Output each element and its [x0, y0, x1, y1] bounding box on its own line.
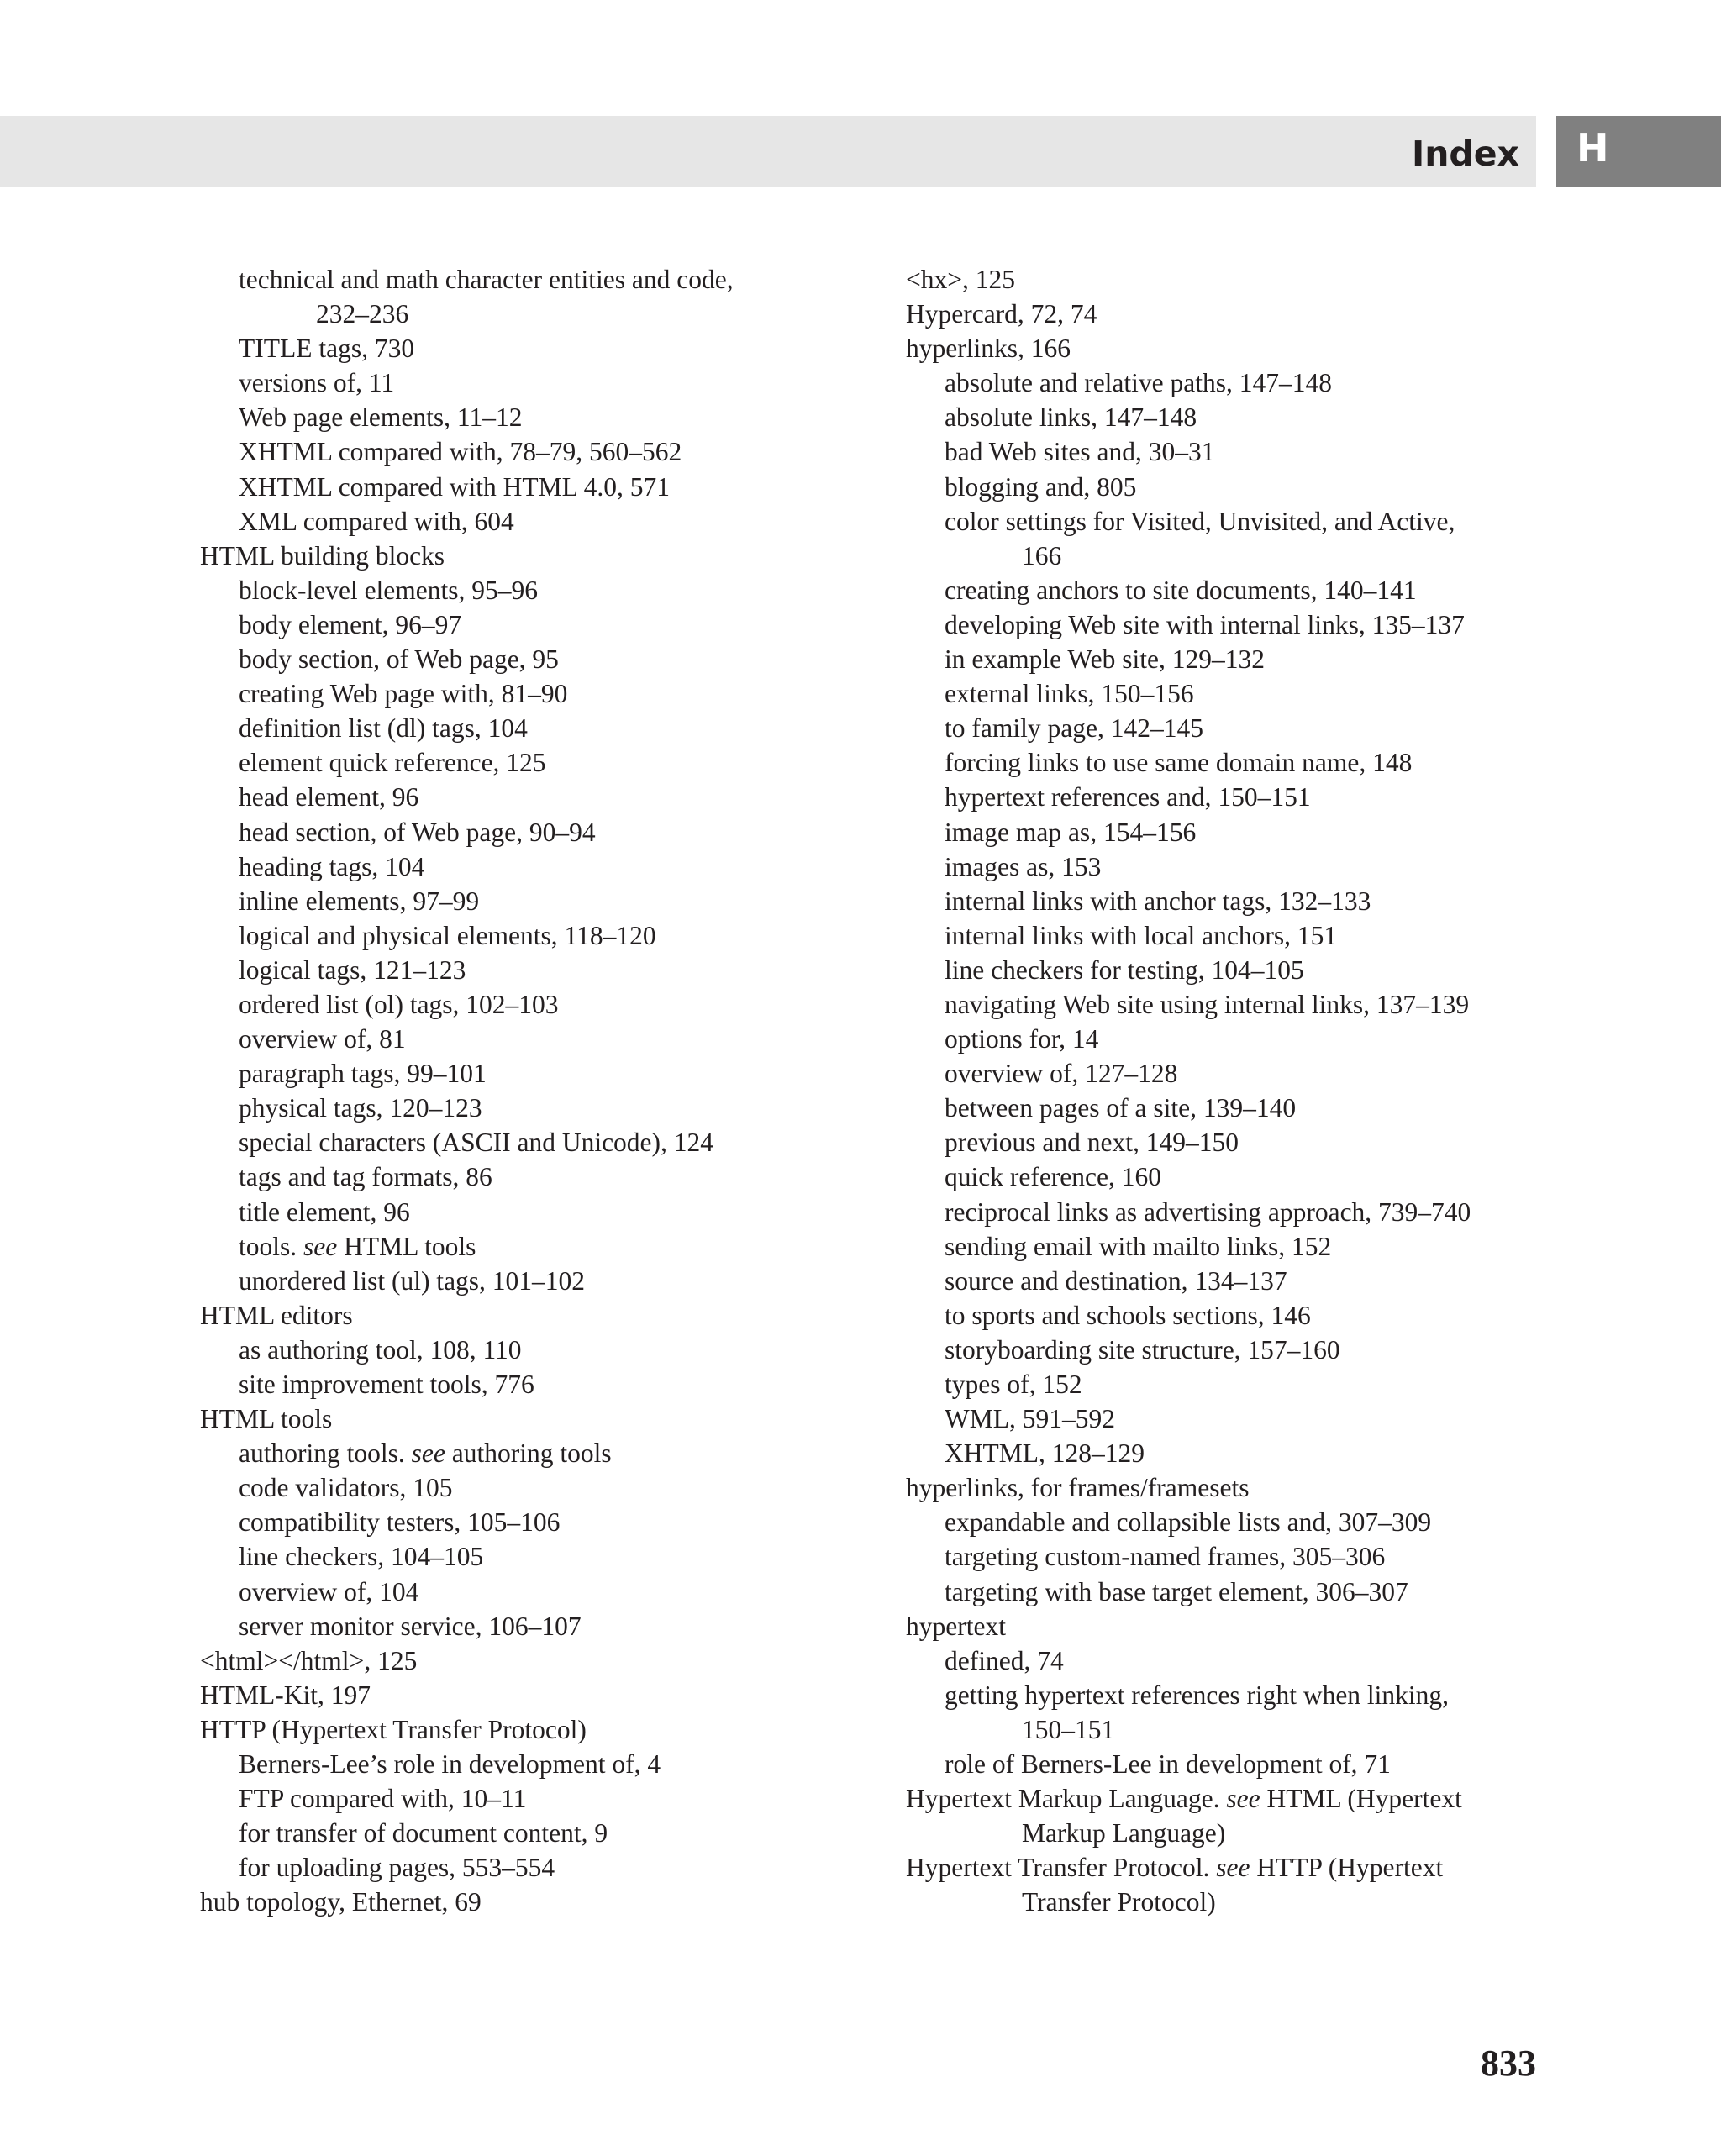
- index-entry: HTML-Kit, 197: [200, 1680, 371, 1710]
- entry-text: Hypertext Transfer Protocol.: [906, 1853, 1217, 1883]
- index-entry: getting hypertext references right when linking,: [945, 1680, 1450, 1710]
- index-entry: forcing links to use same domain name, 148: [945, 748, 1413, 778]
- index-entry: defined, 74: [945, 1645, 1064, 1675]
- index-entry: hypertext references and, 150–151: [945, 782, 1311, 812]
- index-entry: WML, 591–592: [945, 1404, 1115, 1434]
- index-entry: [200, 1436, 839, 1470]
- index-entry: Hypercard, 72, 74: [906, 299, 1097, 329]
- index-entry: between pages of a site, 139–140: [945, 1093, 1297, 1123]
- index-entry: overview of, 104: [239, 1576, 419, 1606]
- index-entry: inline elements, 97–99: [239, 886, 480, 916]
- index-entry: <html></html>, 125: [200, 1645, 418, 1675]
- index-entry: head section, of Web page, 90–94: [239, 817, 596, 847]
- index-entry: bad Web sites and, 30–31: [945, 437, 1215, 467]
- index-entry: line checkers, 104–105: [239, 1542, 484, 1572]
- index-entry: images as, 153: [945, 851, 1102, 881]
- index-entry: [906, 1781, 1545, 1816]
- index-entry: 232–236: [316, 299, 409, 329]
- entry-text: authoring tools: [445, 1438, 612, 1469]
- index-entry: source and destination, 134–137: [945, 1265, 1287, 1296]
- index-entry: role of Berners-Lee in development of, 71: [945, 1749, 1391, 1780]
- entry-text: HTML (Hypertext: [1260, 1784, 1462, 1814]
- index-entry: overview of, 81: [239, 1024, 406, 1054]
- index-entry: server monitor service, 106–107: [239, 1611, 582, 1641]
- index-entry: absolute and relative paths, 147–148: [945, 368, 1333, 398]
- index-entry: XML compared with, 604: [239, 506, 514, 536]
- index-entry: title element, 96: [239, 1196, 410, 1227]
- index-entry: [906, 1850, 1545, 1885]
- index-entry: physical tags, 120–123: [239, 1093, 482, 1123]
- index-entry: sending email with mailto links, 152: [945, 1231, 1332, 1261]
- entry-text: authoring tools.: [239, 1438, 412, 1469]
- index-entry: element quick reference, 125: [239, 748, 546, 778]
- index-entry: targeting custom-named frames, 305–306: [945, 1542, 1386, 1572]
- index-entry: Transfer Protocol): [1022, 1887, 1216, 1917]
- index-entry: color settings for Visited, Unvisited, and Active,: [945, 506, 1455, 536]
- see-reference: see: [303, 1231, 338, 1261]
- index-entry: line checkers for testing, 104–105: [945, 954, 1304, 985]
- index-entry: navigating Web site using internal links, 137–139: [945, 989, 1470, 1019]
- letter-tab-label: H: [1576, 125, 1609, 171]
- index-entry: external links, 150–156: [945, 679, 1194, 709]
- index-entry: ordered list (ol) tags, 102–103: [239, 989, 559, 1019]
- index-entry: for uploading pages, 553–554: [239, 1853, 555, 1883]
- index-entry: versions of, 11: [239, 368, 395, 398]
- page-number: 833: [1481, 2043, 1536, 2084]
- index-entry: hypertext: [906, 1611, 1006, 1641]
- index-entry: 166: [1022, 540, 1062, 571]
- index-entry: options for, 14: [945, 1024, 1099, 1054]
- index-entry: body element, 96–97: [239, 609, 462, 639]
- entry-text: tools.: [239, 1231, 304, 1261]
- index-entry: internal links with local anchors, 151: [945, 920, 1338, 950]
- index-entry: block-level elements, 95–96: [239, 575, 539, 605]
- index-entry: HTML editors: [200, 1300, 353, 1330]
- index-entry: image map as, 154–156: [945, 817, 1197, 847]
- index-entry: 150–151: [1022, 1714, 1115, 1744]
- header-band: [0, 116, 1536, 187]
- index-entry: for transfer of document content, 9: [239, 1818, 608, 1848]
- index-entry: quick reference, 160: [945, 1162, 1161, 1192]
- see-reference: see: [411, 1438, 445, 1469]
- index-entry: hyperlinks, 166: [906, 334, 1071, 364]
- index-entry: creating anchors to site documents, 140–141: [945, 575, 1417, 605]
- index-entry: creating Web page with, 81–90: [239, 679, 568, 709]
- index-entry: technical and math character entities and code,: [239, 265, 734, 294]
- index-entry: to sports and schools sections, 146: [945, 1300, 1311, 1330]
- index-entry: [200, 1229, 839, 1264]
- see-reference: see: [1226, 1784, 1260, 1814]
- index-entry: code validators, 105: [239, 1473, 453, 1503]
- index-entry: TITLE tags, 730: [239, 334, 415, 364]
- index-entry: in example Web site, 129–132: [945, 644, 1265, 675]
- index-entry: logical and physical elements, 118–120: [239, 920, 656, 950]
- index-entry: targeting with base target element, 306–307: [945, 1576, 1408, 1606]
- index-column-right: [906, 262, 1545, 1920]
- index-entry: previous and next, 149–150: [945, 1128, 1239, 1158]
- index-entry: as authoring tool, 108, 110: [239, 1334, 522, 1365]
- index-entry: hub topology, Ethernet, 69: [200, 1887, 482, 1917]
- index-entry: HTML building blocks: [200, 540, 445, 571]
- index-entry: definition list (dl) tags, 104: [239, 713, 528, 744]
- index-entry: absolute links, 147–148: [945, 402, 1197, 433]
- index-entry: XHTML compared with HTML 4.0, 571: [239, 471, 670, 502]
- index-entry: to family page, 142–145: [945, 713, 1203, 744]
- entry-text: Hypertext Markup Language.: [906, 1784, 1227, 1814]
- section-title: Index: [1411, 134, 1519, 174]
- index-entry: site improvement tools, 776: [239, 1370, 534, 1399]
- index-entry: unordered list (ul) tags, 101–102: [239, 1265, 586, 1296]
- entry-text: HTTP (Hypertext: [1250, 1853, 1444, 1883]
- index-entry: reciprocal links as advertising approach, 739–740: [945, 1196, 1471, 1227]
- index-entry: compatibility testers, 105–106: [239, 1507, 561, 1538]
- index-column-left: [200, 262, 839, 1920]
- index-entry: <hx>, 125: [906, 265, 1016, 294]
- index-entry: developing Web site with internal links, 135–137: [945, 609, 1465, 639]
- index-entry: special characters (ASCII and Unicode), 124: [239, 1128, 714, 1158]
- entry-text: HTML tools: [337, 1231, 476, 1261]
- index-entry: HTML tools: [200, 1404, 333, 1434]
- see-reference: see: [1216, 1853, 1250, 1883]
- index-entry: hyperlinks, for frames/framesets: [906, 1473, 1250, 1503]
- index-entry: XHTML, 128–129: [945, 1438, 1145, 1469]
- index-entry: expandable and collapsible lists and, 307–309: [945, 1507, 1432, 1538]
- index-entry: paragraph tags, 99–101: [239, 1059, 487, 1089]
- index-entry: HTTP (Hypertext Transfer Protocol): [200, 1714, 587, 1744]
- index-entry: overview of, 127–128: [945, 1059, 1178, 1089]
- index-entry: head element, 96: [239, 782, 419, 812]
- index-entry: Markup Language): [1022, 1818, 1226, 1848]
- index-entry: XHTML compared with, 78–79, 560–562: [239, 437, 682, 467]
- index-entry: FTP compared with, 10–11: [239, 1784, 527, 1814]
- index-entry: internal links with anchor tags, 132–133: [945, 886, 1371, 916]
- index-entry: logical tags, 121–123: [239, 954, 466, 985]
- index-entry: heading tags, 104: [239, 851, 425, 881]
- index-entry: storyboarding site structure, 157–160: [945, 1334, 1340, 1365]
- index-entry: types of, 152: [945, 1370, 1082, 1399]
- index-entry: Berners-Lee’s role in development of, 4: [239, 1749, 661, 1780]
- index-entry: tags and tag formats, 86: [239, 1162, 492, 1192]
- index-entry: blogging and, 805: [945, 471, 1137, 502]
- index-entry: body section, of Web page, 95: [239, 644, 559, 675]
- index-entry: Web page elements, 11–12: [239, 402, 523, 433]
